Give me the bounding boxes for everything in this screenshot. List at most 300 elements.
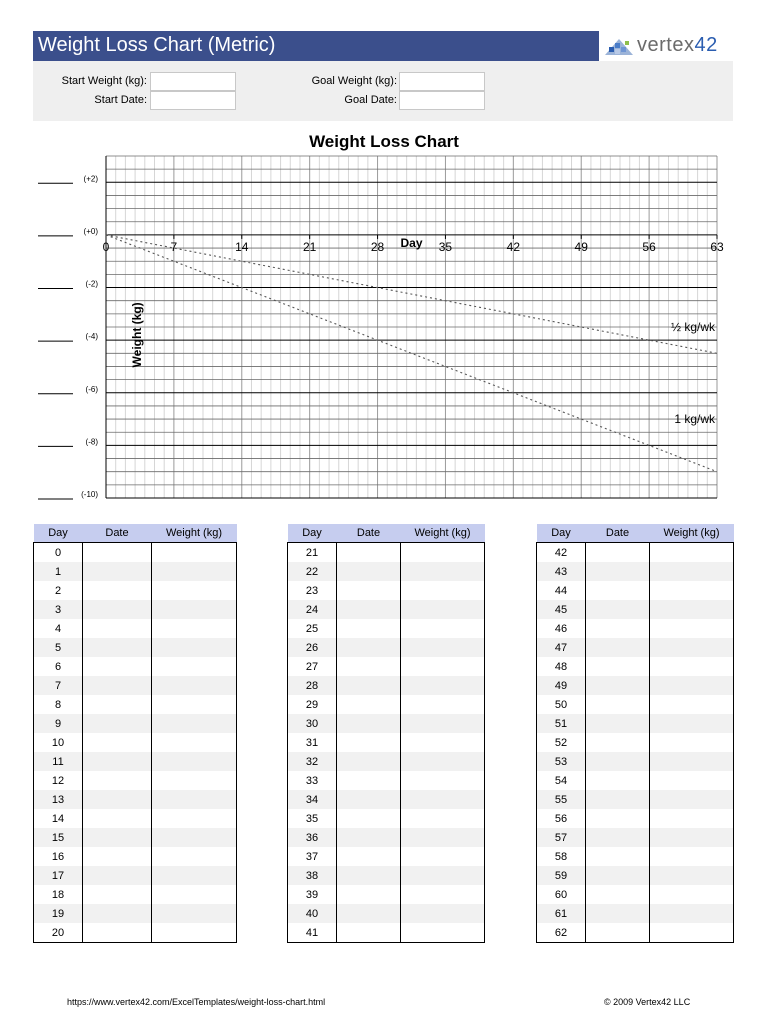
table-row [537,581,734,600]
date-cell[interactable] [586,733,650,752]
table-row [34,676,237,695]
weight-cell[interactable] [650,562,734,581]
day-cell: 20 [34,923,83,943]
day-cell: 60 [537,885,586,904]
date-cell[interactable] [337,809,401,828]
vertex42-logo [599,31,733,61]
date-cell[interactable] [337,923,401,943]
date-cell[interactable] [337,904,401,923]
day-cell: 41 [288,923,337,943]
x-axis-label: Day [400,235,423,250]
table-row [288,676,485,695]
table-row [537,790,734,809]
day-cell: 43 [537,562,586,581]
table-row [34,638,237,657]
day-cell: 56 [537,809,586,828]
x-tick-label: 7 [170,239,178,254]
date-cell[interactable] [586,600,650,619]
weight-cell[interactable] [650,695,734,714]
day-cell: 53 [537,752,586,771]
day-cell: 27 [288,657,337,676]
weight-cell[interactable] [401,733,485,752]
weight-cell[interactable] [152,866,237,885]
date-header: Date [337,524,401,543]
table-row [537,543,734,563]
day-cell: 18 [34,885,83,904]
day-cell: 16 [34,847,83,866]
log-table-2 [287,524,485,943]
date-cell[interactable] [83,676,152,695]
date-cell[interactable] [83,847,152,866]
header-panel [33,31,733,121]
day-cell: 55 [537,790,586,809]
table-row [537,752,734,771]
start-date-label: Start Date: [94,94,147,106]
table-row [288,771,485,790]
weight-cell[interactable] [650,790,734,809]
weight-cell[interactable] [401,619,485,638]
table-row [34,657,237,676]
table-row [537,695,734,714]
table-row [34,562,237,581]
day-cell: 39 [288,885,337,904]
weight-cell[interactable] [401,657,485,676]
day-cell: 44 [537,581,586,600]
day-header: Day [537,524,586,543]
weight-cell[interactable] [401,923,485,943]
date-cell[interactable] [337,790,401,809]
table-row [34,581,237,600]
weight-cell[interactable] [650,543,734,563]
table-row [34,885,237,904]
weight-cell[interactable] [401,543,485,563]
weight-cell[interactable] [401,771,485,790]
day-cell: 36 [288,828,337,847]
weight-cell[interactable] [650,828,734,847]
day-cell: 6 [34,657,83,676]
table-row [537,771,734,790]
title-bar [33,31,599,61]
day-cell: 62 [537,923,586,943]
date-cell[interactable] [586,543,650,563]
day-cell: 51 [537,714,586,733]
weight-cell[interactable] [152,828,237,847]
weight-cell[interactable] [650,904,734,923]
table-row [537,809,734,828]
table-row [537,904,734,923]
table-row [34,752,237,771]
weight-cell[interactable] [650,600,734,619]
weight-cell[interactable] [650,714,734,733]
date-cell[interactable] [83,885,152,904]
day-cell: 61 [537,904,586,923]
y-tick-label: (-6) [85,384,98,394]
goal-weight-field[interactable] [399,72,485,91]
date-cell[interactable] [83,828,152,847]
weight-cell[interactable] [401,714,485,733]
vertex42-logo-text: vertex42 [637,34,718,56]
table-row [288,714,485,733]
table-row [537,676,734,695]
table-row [34,866,237,885]
weight-cell[interactable] [650,809,734,828]
weight-cell[interactable] [401,752,485,771]
weight-cell[interactable] [650,619,734,638]
weight-cell[interactable] [152,733,237,752]
table-row [288,543,485,563]
date-cell[interactable] [83,600,152,619]
table-row [34,847,237,866]
date-cell[interactable] [337,866,401,885]
weight-cell[interactable] [152,752,237,771]
day-cell: 21 [288,543,337,563]
table-row [537,562,734,581]
date-cell[interactable] [586,847,650,866]
date-cell[interactable] [586,695,650,714]
day-cell: 8 [34,695,83,714]
x-tick-label: 35 [438,239,453,254]
day-cell: 42 [537,543,586,563]
date-cell[interactable] [83,638,152,657]
table-row [288,733,485,752]
page-title: Weight Loss Chart (Metric) [38,34,276,56]
y-tick-label: (-8) [85,437,98,447]
y-tick-label: (-10) [81,490,98,499]
weight-cell[interactable] [152,790,237,809]
day-header: Day [288,524,337,543]
weight-cell[interactable] [650,771,734,790]
weight-cell[interactable] [152,771,237,790]
day-header: Day [34,524,83,543]
date-cell[interactable] [586,714,650,733]
table-row [537,733,734,752]
log-table-3 [536,524,734,943]
weight-cell[interactable] [401,904,485,923]
weight-cell[interactable] [401,638,485,657]
date-cell[interactable] [83,619,152,638]
day-cell: 10 [34,733,83,752]
table-row [537,600,734,619]
date-cell[interactable] [83,866,152,885]
weight-cell[interactable] [401,809,485,828]
weight-cell[interactable] [650,676,734,695]
day-cell: 45 [537,600,586,619]
date-cell[interactable] [337,771,401,790]
weight-cell[interactable] [152,885,237,904]
day-cell: 50 [537,695,586,714]
weight-header: Weight (kg) [152,524,237,543]
day-cell: 48 [537,657,586,676]
day-cell: 35 [288,809,337,828]
table-row [288,923,485,943]
day-cell: 17 [34,866,83,885]
date-cell[interactable] [83,581,152,600]
weight-cell[interactable] [401,828,485,847]
weight-cell[interactable] [650,885,734,904]
x-tick-label: 42 [506,239,521,254]
date-cell[interactable] [337,733,401,752]
day-cell: 12 [34,771,83,790]
table-row [34,904,237,923]
table-row [288,866,485,885]
weight-cell[interactable] [152,676,237,695]
footer-copyright: © 2009 Vertex42 LLC [604,997,691,1007]
x-tick-label: 63 [710,239,724,254]
table-row [288,904,485,923]
weight-header: Weight (kg) [650,524,734,543]
table-row [537,923,734,943]
weight-cell[interactable] [401,562,485,581]
table-row [34,828,237,847]
day-cell: 13 [34,790,83,809]
weight-cell[interactable] [152,695,237,714]
table-row [34,771,237,790]
table-row [288,847,485,866]
day-cell: 2 [34,581,83,600]
date-cell[interactable] [337,847,401,866]
day-cell: 38 [288,866,337,885]
y-tick-label: (+0) [83,226,98,236]
date-cell[interactable] [586,638,650,657]
footer-url[interactable]: https://www.vertex42.com/ExcelTemplates/weight-loss-chart.html [67,997,326,1007]
weight-cell[interactable] [650,923,734,943]
day-cell: 22 [288,562,337,581]
date-cell[interactable] [586,581,650,600]
date-cell[interactable] [586,790,650,809]
weight-loss-chart [0,150,768,515]
day-cell: 25 [288,619,337,638]
weight-cell[interactable] [152,714,237,733]
table-row [288,581,485,600]
date-cell[interactable] [586,752,650,771]
date-cell[interactable] [337,752,401,771]
table-row [537,866,734,885]
weight-cell[interactable] [401,790,485,809]
date-cell[interactable] [586,809,650,828]
day-cell: 32 [288,752,337,771]
weight-cell[interactable] [401,695,485,714]
x-tick-label: 0 [102,239,110,254]
table-row [288,885,485,904]
table-row [288,600,485,619]
day-cell: 19 [34,904,83,923]
weight-cell[interactable] [401,581,485,600]
date-cell[interactable] [337,562,401,581]
x-tick-label: 49 [574,239,588,254]
table-row [537,885,734,904]
date-cell[interactable] [83,562,152,581]
day-cell: 9 [34,714,83,733]
weight-cell[interactable] [650,866,734,885]
table-row [288,809,485,828]
vertex42-logo-icon [603,33,635,59]
start-weight-label: Start Weight (kg): [61,75,147,87]
date-cell[interactable] [83,923,152,943]
day-cell: 7 [34,676,83,695]
weight-cell[interactable] [152,543,237,563]
series-line [106,235,717,353]
weight-cell[interactable] [152,600,237,619]
goal-date-label: Goal Date: [344,94,397,106]
day-cell: 49 [537,676,586,695]
table-row [34,600,237,619]
day-cell: 40 [288,904,337,923]
date-cell[interactable] [586,923,650,943]
table-row [537,828,734,847]
date-cell[interactable] [586,885,650,904]
y-tick-label: (-2) [85,279,98,289]
y-tick-label: (-4) [85,332,98,342]
weight-cell[interactable] [650,638,734,657]
table-row [288,828,485,847]
table-row [34,923,237,943]
date-cell[interactable] [337,695,401,714]
day-cell: 52 [537,733,586,752]
table-row [537,847,734,866]
start-date-field[interactable] [150,91,236,110]
day-cell: 37 [288,847,337,866]
day-cell: 15 [34,828,83,847]
day-cell: 0 [34,543,83,563]
weight-cell[interactable] [401,866,485,885]
table-row [288,790,485,809]
date-cell[interactable] [337,581,401,600]
table-row [537,714,734,733]
date-cell[interactable] [337,543,401,563]
date-header: Date [83,524,152,543]
date-cell[interactable] [337,638,401,657]
series-label: ½ kg/wk [670,320,715,334]
table-row [34,619,237,638]
table-row [537,638,734,657]
day-cell: 14 [34,809,83,828]
weight-cell[interactable] [152,581,237,600]
date-cell[interactable] [586,771,650,790]
weight-cell[interactable] [401,885,485,904]
date-cell[interactable] [83,752,152,771]
table-row [34,790,237,809]
day-cell: 33 [288,771,337,790]
weight-cell[interactable] [401,847,485,866]
date-cell[interactable] [83,733,152,752]
table-row [537,657,734,676]
date-cell[interactable] [586,676,650,695]
date-cell[interactable] [337,676,401,695]
weight-header: Weight (kg) [401,524,485,543]
weight-cell[interactable] [650,581,734,600]
date-cell[interactable] [83,695,152,714]
weight-cell[interactable] [401,600,485,619]
weight-cell[interactable] [152,638,237,657]
table-row [288,619,485,638]
day-cell: 59 [537,866,586,885]
weight-cell[interactable] [152,809,237,828]
start-weight-field[interactable] [150,72,236,91]
table-row [288,638,485,657]
day-cell: 31 [288,733,337,752]
weight-cell[interactable] [650,657,734,676]
date-cell[interactable] [83,714,152,733]
date-header: Date [586,524,650,543]
date-cell[interactable] [586,619,650,638]
goal-date-field[interactable] [399,91,485,110]
date-cell[interactable] [337,657,401,676]
date-cell[interactable] [337,619,401,638]
table-row [34,695,237,714]
day-cell: 1 [34,562,83,581]
date-cell[interactable] [337,885,401,904]
weight-cell[interactable] [152,904,237,923]
date-cell[interactable] [586,904,650,923]
table-row [34,809,237,828]
day-cell: 58 [537,847,586,866]
table-row [288,562,485,581]
x-tick-label: 14 [235,239,249,254]
x-tick-label: 56 [642,239,656,254]
day-cell: 5 [34,638,83,657]
date-cell[interactable] [586,866,650,885]
weight-cell[interactable] [152,923,237,943]
weight-cell[interactable] [152,657,237,676]
weight-cell[interactable] [650,847,734,866]
day-cell: 28 [288,676,337,695]
table-row [288,657,485,676]
weight-cell[interactable] [152,619,237,638]
day-cell: 23 [288,581,337,600]
date-cell[interactable] [83,809,152,828]
day-cell: 11 [34,752,83,771]
date-cell[interactable] [83,904,152,923]
date-cell[interactable] [83,771,152,790]
date-cell[interactable] [586,657,650,676]
log-table-1 [33,524,237,943]
date-cell[interactable] [83,543,152,563]
date-cell[interactable] [337,828,401,847]
weight-cell[interactable] [152,562,237,581]
day-cell: 29 [288,695,337,714]
chart-title: Weight Loss Chart [309,132,459,151]
date-cell[interactable] [83,657,152,676]
table-row [34,714,237,733]
day-cell: 3 [34,600,83,619]
y-axis-label: Weight (kg) [130,302,144,368]
date-cell[interactable] [337,600,401,619]
table-row [288,752,485,771]
date-cell[interactable] [586,562,650,581]
day-cell: 4 [34,619,83,638]
weight-cell[interactable] [650,733,734,752]
day-cell: 57 [537,828,586,847]
weight-cell[interactable] [650,752,734,771]
date-cell[interactable] [337,714,401,733]
table-row [288,695,485,714]
goal-weight-label: Goal Weight (kg): [311,75,397,87]
day-cell: 24 [288,600,337,619]
y-tick-label: (+2) [83,174,98,184]
day-cell: 26 [288,638,337,657]
table-row [537,619,734,638]
date-cell[interactable] [586,828,650,847]
day-cell: 47 [537,638,586,657]
weight-cell[interactable] [401,676,485,695]
table-row [34,733,237,752]
x-tick-label: 21 [302,239,317,254]
date-cell[interactable] [83,790,152,809]
x-tick-label: 28 [370,239,385,254]
weight-cell[interactable] [152,847,237,866]
day-cell: 54 [537,771,586,790]
day-cell: 34 [288,790,337,809]
